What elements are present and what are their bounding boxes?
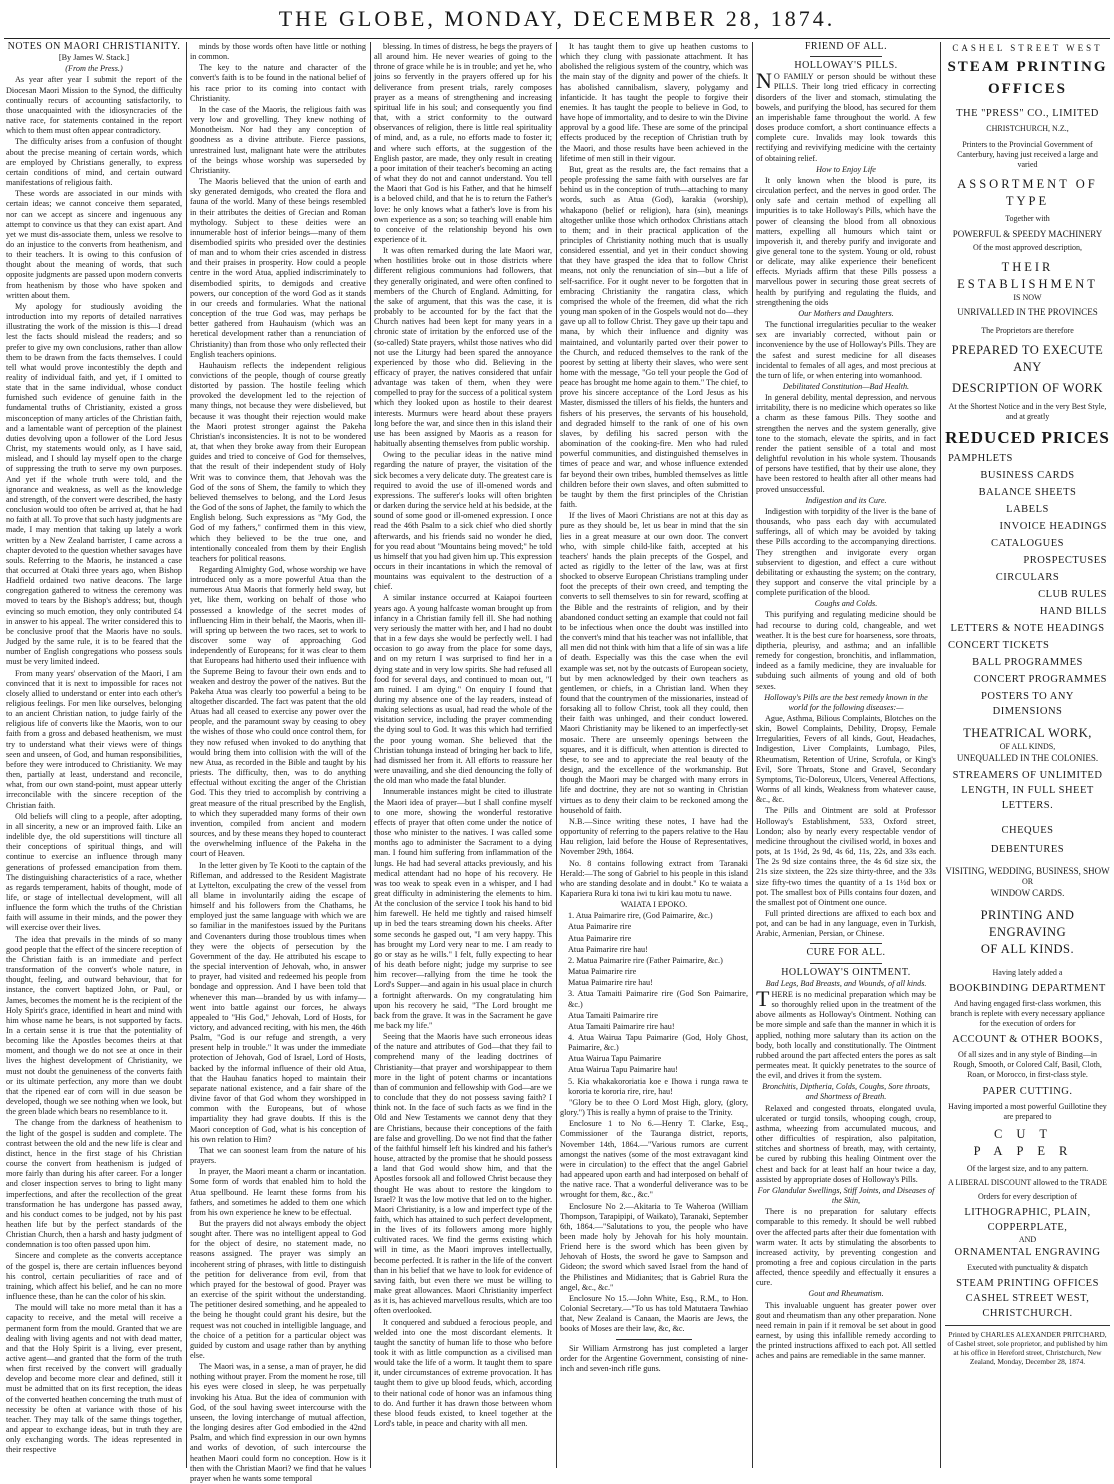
paragraph: No. 8 contains following extract from Taranaki Herald:—The song of Gabriel to his people in this island who are standing desolate and in doubt." Ko te waiata a Kapariera Rura ki tona iwi tu kiri kau motu tu nawe. bbox=[560, 858, 748, 898]
column-maori-christianity-1 bbox=[6, 42, 182, 1468]
ad-christchurch: CHRISTCHURCH. bbox=[982, 1308, 1073, 1319]
paragraph: 4. Atua Wairua Tapu Paimarire (God, Holy Ghost, Paimarire, &c.) bbox=[568, 1033, 748, 1053]
col4-after bbox=[560, 1098, 748, 1335]
column-maori-christianity-3 bbox=[374, 42, 552, 1468]
ad-reduced-prices: REDUCED PRICES bbox=[945, 428, 1110, 447]
paragraph: Matua Paimarire rire bbox=[568, 967, 637, 977]
ad-banner: STEAM PRINTING OFFICES bbox=[947, 59, 1108, 97]
section-heading: Bronchitis, Diptheria, Colds, Coughs, Sore throats, and Shortness of Breath. bbox=[762, 1082, 930, 1102]
ad-item: LABELS bbox=[1006, 504, 1049, 515]
paragraph: But, great as the results are, the fact remains that a people professing the same faith with ourselves are far behind us in the conception of truth—attaching to many words, such as Atua (God), karakia (worship), whakapono (belief or religion), hara (sin), meanings altogether unlike those which orthodox Christians attach to them; and in their practical application of the principles of Christianity nothing much that is usually considered essential, and yet in their conduct showing that they have grasped the idea that to follow Christ means, not only the renunciation of sin—but a life of self-sacrifice. For it ought never to be forgotten that in embracing Christianity the rangatira class, which comprised the whole of the freemen, did what the rich young man spoken of in the Gospels would not do—they gave up all to follow Christ. They gave up their tapu and mana, by which their influence and dignity was maintained, and voluntarily parted over their power to the Church, and reduced themselves to the rank of the poorest by setting at liberty their slaves, who were sent home with the message, "Go tell your people the God of peace has brought me home again to them." The chief, to prove his sincere acceptance of the Lord Jesus as his Master, dismissed the tillers of his fields, the hunters and fishers of his preserves, the servants of his household, and degraded himself to the rank of one of his own slaves, by defiling his sacred person with the abomination of the cooking-fire. Men who had ruled powerful communities, and distinguished themselves in times of peace and war, and whose influence extended far beyond their own tribes, humbled themselves as little children before their own slaves, and often submitted to be taught by them the first principles of the Christian faith. bbox=[560, 164, 748, 510]
poem-lines bbox=[560, 911, 748, 1097]
ad-street: CASHEL STREET WEST bbox=[952, 43, 1103, 53]
section-text: In general debility, mental depression, and nervous irritability, there is no medicine which operates so like a charm as these famous Pills. They soothe and strengthen the nerves and the system generally, give tone to the stomach, elevate the spirits, and in fact render the patient sensible of a total and most delightful revolution in his whole system. Thousands of persons have testified, that by their use alone, they have been restored to health after all other means had proved unsuccessful. bbox=[756, 393, 936, 494]
paragraph: Atua Tamaiti Paimarire rire bbox=[568, 1010, 658, 1020]
pills-sections bbox=[756, 165, 936, 806]
article-byline: [By James W. Stack.] bbox=[58, 53, 130, 63]
paragraph: Enclosure No 2.—Akitaria to Te Waheroa (William Thompson, Tarapipipi, of Waikato), Taranaki, September 6th, 1864.—"Salutations to you, the people who have been made holy by Jehovah for his holy mountain. Friend here is the sword which has been given by Jehovah of Hosts, the sword he gave to Sampson and Gideon; the sword which saved Israel from the hand of the Philistines and Midianites; that is Gabriel Rura the angel, &c., &c." bbox=[560, 1201, 748, 1292]
paragraph: In the case of the Maoris, the religious faith was very low and grovelling. They knew nothing of Monotheism. Nor had they any conception of goodness as a divine attribute. Fierce passions, unrestrained lust, malignant hate were the attributes of the beings whose worship was superseded by Christianity. bbox=[190, 104, 366, 175]
ad-item: CONCERT PROGRAMMES bbox=[973, 674, 1107, 685]
ad-prepared: PREPARED TO EXECUTE ANY bbox=[951, 343, 1104, 374]
column-maori-christianity-2 bbox=[190, 42, 367, 1483]
paragraph: Hauhauism reflects the independent religious convictions of the people, though of course greatly distorted by passion. The hostile feeling which provoked the development led to the rejection of many things, not because they were disbelieved, but because it was thought their rejection would make the Maori protest stronger against the Pakeha Christian's inconsistencies. It is not to be wondered at, that when they broke away from their European guides and tried to conceive of God for themselves, that the result of their independent study of Holy Writ was to convince them, that Jehovah was the God of the sons of Shem, the family to which they believed themselves to belong, and the Lord Jesus the God of the sons of Japhet, the family to which the English belong. Such expressions as "My God, the God of my fathers," confirmed them in this view, which they believed to be the true one, and intentionally concealed from them by their English teachers for political reasons. bbox=[190, 360, 366, 563]
ad-shortest: At the Shortest Notice and in the very Best Style, and at greatly bbox=[948, 402, 1107, 421]
section-text: There is no preparation for salutary effects comparable to this remedy. It should be well rubbed over the affected parts after their due fomentation with warm water. It acts by stimulating the absorbents to increased activity, by preventing congestion and promoting a free and copious circulation in the parts affected, thence speedily and effectually it ensures a cure. bbox=[756, 1207, 936, 1288]
column-divider bbox=[752, 42, 753, 1468]
paragraph: Matua Paimarire rire hau! bbox=[568, 978, 653, 988]
paragraph: Enclosure No 15.—John White, Esq., R.M., to Hon. Colonial Secretary.—"To us has told Matutaera Tawhiao that, New Zealand is Canaan, the Maoris are Jews, the books of Moses are their law, &c, &c. bbox=[560, 1293, 748, 1334]
separator-rule bbox=[810, 963, 882, 964]
paragraph: Atua Paimarire rire hau! bbox=[568, 944, 648, 954]
ad-item: CATALOGUES bbox=[991, 538, 1064, 549]
paragraph: "Glory be to thee O Lord Most High, glory, (glory, glory.") This is really a hymn of praise to the Trinity. bbox=[560, 1097, 748, 1118]
ad-length: LENGTH, IN FULL SHEET bbox=[961, 785, 1094, 796]
ad-assortment: ASSORTMENT OF TYPE bbox=[957, 177, 1098, 208]
masthead: THE GLOBE, MONDAY, DECEMBER 28, 1874. bbox=[278, 6, 836, 31]
paragraph: The change from the darkness of heathenism to the light of the gospel is sudden and complete. The contrast between the old and the new life is clear and distinct, hence in the first stage of his Christian course the convert from heathenism is judged of more fairly than during his after career. For a longer and closer inspection serves to bring to light many imperfections, and after the recollection of the great transformation he has undergone has passed away, and his conduct comes to be judged, not by his past heathen life but by the perfect standards of the Christian Church, then a harsh and hasty judgment of condemnation is too often passed upon him. bbox=[6, 1118, 182, 1250]
paragraph: It has taught them to give up heathen customs to which they clung with passionate attachment. It has abolished the religious system of the country, which was the main stay of the dignity and power of the chiefs. It has abolished cannibalism, slavery, polygamy and infanticide. It has taught the people to forgive their enemies. It has taught the people to believe in God, to have hope of immortality, and to desire to win the Divine approval by a good life. These are some of the principal effects produced by the reception of Christian truth by the Maori, and those results have been achieved in the lifetime of men still in their vigour. bbox=[560, 42, 748, 163]
paragraph: Atua Wairua Tapu Paimarire hau! bbox=[568, 1065, 678, 1075]
ad-item: LETTERS & NOTE HEADINGS bbox=[950, 623, 1105, 634]
paragraph: It conquered and subdued a ferocious people, and welded into one the most discordant elements. It taught the sanctity of human life to those who before took it with as little compunction as a civilised man would take the life of a worm. It taught them to spare it, under circumstances of extreme provocation. It has taught them to give up blood feuds, which, according to their national code of honor was an infamous thing to do. And further it has drawn those between whom these blood feuds existed, to kneel together at the Lord's table, in peace and charity with all men. bbox=[374, 1317, 552, 1429]
paragraph: Regarding Almighty God, whose worship we have introduced only as a more powerful Atua than the numerous Atua Maoris that formerly held sway, but yet, like them, working on behalf of those who possessed a knowledge of the secret modes of influencing Him in their behalf, the Maoris, when ill-will spring up between the two races, set to work to discover some way of approaching God independently of Europeans; for it was clear to them that Europeans had hitherto used their influence with the Supreme Being to favour their own ends and to weaken and destroy the power of the natives. But the Pakeha Atua was clearly too powerful a being to be altogether discarded. The fact was patent that the old Atuas had all ceased to exercise any power over the people, and the paramount sway by ceasing to obey the wishes of those who could once control them, for they now refused when invoked to do anything that would bring them into collision with the will of the new Atua, as recorded in the Bible and taught by his priests. The difficulty, then, was to do anything effectual without exciting the anger of the Christian God. This they tried to accomplish by contriving a great measure of the ritual prescribed by the English, to which they superadded many forms of their own invention, compiled from ancient and modern sources, and by these means they hoped to counteract the overwhelming influence of the Pakeha in the court of Heaven. bbox=[190, 564, 366, 859]
column-maori-christianity-4 bbox=[560, 42, 748, 1468]
paragraph: It was often remarked during the late Maori war, when hostilities broke out in those districts where different religious communions had followers, that they generally originated, and were often confined to members of the Church of England. Admitting, for the sake of argument, that this was the case, it is probably to be accounted for by the fact that the Church natives had been kept for many years in a chronic state of irritation by the enforced use of the (so-called) State prayers, whilst those natives who did not use the Liturgy had been spared the annoyance experienced by those who did. Believing in the efficacy of prayer, the natives considered that unfair advantage was taken of them, when they were compelled to pray for the success of a political system which they looked upon as hostile to their dearest interests. Murmurs were heard about these prayers long before the war, and since then in this island their use has been assigned by Maoris as a reason for habitually absenting themselves from public worship. bbox=[374, 246, 552, 449]
ad-window: WINDOW CARDS. bbox=[990, 888, 1065, 898]
cure-for-all-heading: CURE FOR ALL. bbox=[806, 947, 886, 959]
ad-visiting: VISITING, WEDDING, BUSINESS, SHOW bbox=[945, 866, 1110, 876]
ad-cashel: CASHEL STREET WEST, bbox=[965, 1293, 1090, 1304]
footnote-armstrong: Sir William Armstrong has just completed a larger order for the Argentine Government, consisting of nine-inch and seven-inch rifle guns. bbox=[560, 1343, 748, 1373]
ad-item: INVOICE HEADINGS bbox=[999, 521, 1107, 532]
ad-unrivalled: UNRIVALLED IN THE PROVINCES bbox=[957, 307, 1098, 317]
ad-engaged: And having engaged first-class workmen, this branch is replete with every necessary appliance for the execution of orders for bbox=[950, 999, 1105, 1028]
ad-executed: Executed with punctuality & dispatch bbox=[967, 1263, 1088, 1272]
section-heading: Gout and Rheumatism. bbox=[808, 1289, 884, 1299]
ad-description: DESCRIPTION OF WORK bbox=[952, 381, 1103, 395]
ointment-intro: THERE is no medicinal preparation which may be so thoroughly relied upon in the treatment of the above ailments as Holloway's Ointment. Nothing can be more simple and safe than the manner in which it is applied, nothing more salutary than its action on the body, both locally and constitutionally. The Ointment rubbed around the part affected enters the pores as salt permeates meat. It quickly penetrates to the source of the evil, and drives it from the system. bbox=[756, 985, 936, 1081]
column-divider bbox=[556, 42, 557, 1468]
ad-streamers: STREAMERS OF UNLIMITED bbox=[952, 770, 1103, 781]
paragraph: 5. Kia whakakororiatia koe e Ihowa i runga rawa te kororia te kororia rire, rire, hau! bbox=[568, 1076, 748, 1096]
paragraph: Atua Paimarire rire bbox=[568, 922, 632, 932]
paragraph: But the prayers did not always embody the object sought after. There was no intelligent appeal to God for the object of desire, no statement made, no reasons assigned. The prayer was simply an incoherent string of phrases, with little to distinguish the petition for deliverance from evil, from that which prayed for the bestowal of good. Prayer was an exercise of the spirit without the understanding. The petitioner desired something, and he appealed to the being he thought could grant his desire, but the request was not couched in intelligible language, and the choice of a petition for a particular object was guided by custom and usage rather than by anything else. bbox=[190, 1218, 366, 1360]
paragraph: The difficulty arises from a confusion of thought about the precise meaning of certain words, which are employed by Christians generally, to express certain conditions of mind, and certain outward manifestations of religious faith. bbox=[6, 137, 182, 188]
section-heading: Debilitated Constitution—Bad Health. bbox=[782, 382, 910, 391]
separator-rule bbox=[810, 56, 882, 57]
paragraph: The key to the nature and character of the convert's faith is to be found in the national belief of his race prior to its coming into contact with Christianity. bbox=[190, 63, 366, 103]
column-divider bbox=[370, 42, 371, 1468]
paragraph: Innumerable instances might be cited to illustrate the Maori idea of prayer—but I shall confine myself to one more, showing the wonderful restorative effects of prayer that often come under the notice of those who minister to the natives. I was called some months ago to administer the Sacrament to a dying man. I found him suffering from inflammation of the lungs. He had had several attacks previously, and his medical attendant had no hope of his recovery. He was too weak to speak even in a whisper, and I had great difficulty in administering the elements to him. At the conclusion of the service I took his hand to bid him farewell. He held me tightly and raised himself up in bed the tears streaming down his cheeks. After some seconds he gasped out, "I am very happy. This has brought my Lord very near to me. I am ready to go or stay as he wills." I felt, fully expecting to hear of his death before night; judge my surprise to see him recover—rallying from the time he took the Lord's Supper—and again in his usual place in church a fortnight afterwards. On my congratulating him upon his recovery he said, "The Lord brought me back from the grave. It was in the Sacrament he gave me back my life." bbox=[374, 787, 552, 1030]
ad-largest: Of the largest size, and to any pattern. bbox=[966, 1164, 1089, 1173]
ad-item-list bbox=[945, 451, 1110, 719]
ad-account-books: ACCOUNT & OTHER BOOKS, bbox=[952, 1034, 1103, 1045]
paragraph: N.B.—Since writing these notes, I have had the opportunity of referring to the papers relative to the Hau Hau religion, laid before the House of Representatives, November 29th, 1864. bbox=[560, 816, 748, 857]
paragraph: Seeing that the Maoris have such erroneous ideas of the nature and attributes of God—that they fail to comprehend many of the leading doctrines of Christianity—that prayer and worshipappear to them more in the light of potent charms or incantations than of communion and fellowship with God—are we to conclude that they do not possess saving faith? I think not. In the face of such facts as we find in the Old and New Testaments we cannot deny that they are Christians, because their conceptions of the faith are false and grovelling. Do we not find that the father of the faithful himself left his kindred and his father's house, attracted by the promise that he should possess a land that God would show him, and that the Apostles forsook all and followed Christ because they thought He was about to restore the kingdom to Israel? It was the low motive that led on to the higher. Maori Christianity, is a low and imperfect type of the faith, which has attained to such perfect development, in the lives of its followers among more highly cultivated races. We find the germs existing which will in time, as the Maori improves intellectually, become perfected. It is rather in the life of the convert than in his belief that we have to look for evidence of saving faith, but even there we must be willing to make great allowances. Maori Christianity imperfect as it is, has achieved marvellous results, which are too often overlooked. bbox=[374, 1032, 553, 1316]
paragraph: From many years' observation of the Maori, I am convinced that it is next to impossible for races not closely allied to understand or enter into each other's religious feelings. For men like ourselves, belonging to an ancient Christian nation, to judge fairly of the religious life of converts like the Maoris, won to our faith from a gross and debased heathenism, we must try to understand what their views were of things seen and unseen, of God, and human responsibilities, before they were introduced to Christianity. We may then, partially at least, understand and reconcile, what, from our own stand-point, must appear utterly irreconcilable with the sincere reception of the Christian faith. bbox=[6, 668, 182, 810]
paragraph: Atua Wairua Tapu Paimarire bbox=[568, 1054, 662, 1064]
column-holloway-ads bbox=[756, 42, 936, 1468]
friend-of-all-heading: FRIEND OF ALL. bbox=[804, 41, 888, 52]
col3-body bbox=[374, 42, 552, 1429]
column-divider bbox=[940, 42, 941, 1468]
ad-is-now: IS NOW bbox=[1013, 293, 1042, 302]
ad-approved: Of the most approved description, bbox=[972, 243, 1083, 252]
paragraph: Sincere and complete as the converts acceptance of the gospel is, there are certain influences beyond his control, certain peculiarities of race and of training, which affect his belief, and he can no more influence these, than he can the color of his skin. bbox=[6, 1251, 182, 1302]
paragraph: These words are associated in our minds with certain ideas; we cannot conceive them separated, nor can we accept as sincere and ingenuous any attempt to convince us that they can exist apart. And yet we must dis-associate them, unless we resolve to do an injustice to the converts from heathenism, and to their teachers. It is owing to this confusion of thought about the meaning of words, that such opposite judgments are passed upon modern converts from heathenism by those who have spoken and written about them. bbox=[6, 189, 182, 300]
col4-body bbox=[560, 42, 748, 899]
paragraph: Old beliefs will cling to a people, after adopting, in all sincerity, a new or an improved faith. Like an indelible dye, the old superstitions will tincture all their conceptions of spiritual things, and will continue to exercise an influence through many generations of professed emancipation from them. The distinguishing characteristics of a race, whether as regards temperament, habits of thought, mode of life, or stage of intellectual development, will all influence the form which the truths of the Christian faith will assume in their minds, and the power they will exercise over their lives. bbox=[6, 811, 182, 933]
paragraph: My apology for studiously avoiding the introduction into my reports of detailed narratives illustrating the work of the mission is this—I dread lest the facts should mislead the readers; and so prefer to give my own conclusions, rather than allow them to be drawn from the facts themselves. I could tell what would prove incontestibly the depth and reality of individual faith, and yet, if I omitted to state that in the same individual, whose conduct furnished such evidence of genuine faith in the fundamental truths of Christianity, existed a gross misconception of many articles of the Christian faith, and a lamentable want of perception of the plainest duties devolving upon a follower of the Lord Jesus Christ, my statements would only, as I have said, mislead, and I should lay myself open to the charge of suppressing the truth to serve my own purposes. And yet if the whole truth were told, and the ignorance and weakness, as well as the knowledge and strength, of the convert were described, the hasty conclusion would too often be arrived at, that he had no faith at all. To prove that such hasty judgments are made, I may mention that taking up lately a work written by a New Zealand barrister, I came across a chapter devoted to the question whether savages have souls. Referring to the Maoris, he instanced a case that occurred at Otaki three years ago, when Bishop Hadfield ordained two native deacons. The large congregation gathered to witness the ceremony was moved to tears by the Bishop's address; but, though evincing so much emotion, they only contributed £4 in answer to his appeal. The writer considered this to be conclusive proof that the Maoris have no souls. Judged by the same rule, it is to be feared that the number of English congregations who possess souls must be very limited indeed. bbox=[6, 301, 182, 667]
ad-machinery: POWERFUL & SPEEDY MACHINERY bbox=[952, 229, 1103, 239]
paragraph: In the letter given by Te Kooti to the captain of the Rifleman, and addressed to the Resident Magistrate at Lyttelton, exculpating the crew of the vessel from all blame in involuntarily aiding the escape of himself and his followers from the Chathams, he employed just the same language with which we are so familiar in the manifestoes issued by the Puritans and Covenanters during those troublous times when they were the objects of persecution by the Government of the day. He attributed his escape to the special intervention of Jehovah, who, in answer to prayer, had visited and redeemed his people from bondage and oppression. And I have been told that whenever this man—branded by us with infamy—went into battle against our forces, he always appealed to "His God," Jehovah, Lord of Hosts, for victory, and advanced reciting, with his men, the 46th Psalm, "God is our refuge and strength, a very present help in trouble." It was under the immediate protection of Jehovah, God of Israel, Lord of Hosts, backed by the informal influence of their old Atua, that the Hauhau fanatics hoped to maintain their separate national existence, and a fair share of the divine favor of that God whom they worshipped in common with the Europeans, but of whose impartiality they had grave doubts. If this is the Maori conception of God, what is his conception of his own relation to Him? bbox=[190, 860, 366, 1144]
separator-rule bbox=[810, 943, 882, 944]
section-text: Relaxed and congested throats, elongated uvula, ulcerated or turgid tonsils, whooping cough, croup, asthma, wheezing from accumulated mucous, and other difficulties of respiration, also palpitation, stitches and shortness of breath, may, with certainty, be cured by rubbing this healing Ointment over the chest and back for at least half an hour twice a day, assisted by appropriate doses of Holloway's Pills. bbox=[756, 1103, 936, 1184]
ad-establishment: THEIR ESTABLISHMENT bbox=[957, 260, 1098, 291]
ointment-sections bbox=[756, 1082, 936, 1361]
section-heading: How to Enjoy Life bbox=[816, 164, 876, 174]
paragraph: Owing to the peculiar ideas in the native mind regarding the nature of prayer, the visitation of the sick becomes a very delicate duty. The greatest care is required to avoid the use of ill-omened words and expressions. The sufferer's looks will often brighten or darken during the service held at his bedside, at the sound of some good or ill-omened expression. I once read the 46th Psalm to a sick chief who died shortly afterwards, and his friends said no wonder he died, for you read about "Mountains being moved;" he told us himself that you had given him up. This expression occurs in their incantations in which the removal of mountains was equivalent to the destruction of a chief. bbox=[374, 450, 552, 592]
ad-item: POSTERS TO ANY DIMENSIONS bbox=[981, 691, 1074, 717]
paragraph: The idea that prevails in the minds of so many good people that the effect of the sincere reception of the Christian faith is an immediate and perfect transformation of the convert's whole nature, in thought, feeling, and outward behaviour, that for instance, the convert baptized John, or Paul, or James, becomes the moment he is the recipient of the Holy Spirit's grace, identified in heart and mind with him whose name he bears, is not supported by facts. In a certain sense it is true that the potentiality of becoming like the Apostles becomes theirs at that moment, and though we do not see at once in their lives the highest development of Christianity, we must not doubt the genuineness of the converts faith or its ultimate perfection, any more than we doubt that the ripened ear of corn will in due season be developed, though we see nothing when we look, but the green blade which bears no resemblance to it. bbox=[6, 934, 182, 1117]
article-title: NOTES ON MAORI CHRISTIANITY. bbox=[7, 41, 181, 52]
paragraph: If the lives of Maori Christians are not at this day as pure as they should be, let us bear in mind that the sin lies in a great measure at our own door. The convert who, with simple child-like faith, accepted at his teachers' hands the plain precepts of the Gospel, and acted as rigidly to the letter of the law, was at first shocked to observe European Christians trampling under foot the precepts of their own creed, and tempting the converts to sell themselves to sin for reward, scoffing at the Bible and the restraints of religion, and by their abandoned conduct setting an example that could not fail to be infectious when once the doubt was instilled into the convert's mind that his teacher was not infallible, that all men did not think with him that a life of sin was a life of death. Especially was this the case when the evil example was set, not by the outcasts of European society, but by men acknowledged by their own teachers as gentlemen, or chiefs, in a Christian land. When they found that the countrymen of the missionaries, instead of forsaking all to follow Christ, took all they could, then their faith was unhinged, and their conduct lowered. Maori Christianity may be likened to an imperfectly-set mosaic. There are unseemly openings between the squares, and it is difficult, when attention is directed to these, to see and to appreciate the real beauty of the design, and the excellence of the workmanship. But though the Maori may be charged with many errors in life and doctrine, they are not so wanting in Christian virtues as to deny their claim to be reckoned among the household of faith. bbox=[560, 511, 748, 815]
ad-item: PROSPECTUSES bbox=[1023, 555, 1107, 566]
ad-guillotine: Having imported a most powerful Guillotine they are prepared to bbox=[948, 1102, 1107, 1121]
ad-item: CIRCULARS bbox=[995, 572, 1060, 583]
ad-proprietors: The Proprietors are therefore bbox=[981, 326, 1074, 335]
ad-bookbinding: BOOKBINDING DEPARTMENT bbox=[949, 983, 1106, 994]
section-heading: For Glandular Swellings, Stiff Joints, and Diseases of the Skin, bbox=[757, 1185, 935, 1206]
ad-lithographic: LITHOGRAPHIC, PLAIN, bbox=[964, 1207, 1091, 1218]
ad-printing-engraving: PRINTING AND ENGRAVING bbox=[980, 908, 1075, 939]
col1-body bbox=[6, 75, 182, 1455]
section-heading: Holloway's Pills are the best remedy known in the world for the following diseases:— bbox=[764, 692, 928, 712]
paragraph: blessing. In times of distress, he begs the prayers of all around him. He never wearies of going to the throne of grace while he is in trouble; and yet he, who joins so fervently in the prayers offered up for his deliverance from present trials, rarely composes prayer as a means of strengthening and increasing spiritual life in his soul; and consequently you find that, with a strict conformity to the outward observances of religion, there is little real spirituality of mind, and, as a rule, no efforts made to foster it; and where such efforts, at the suggestion of the English pastor, are made, they only result in creating a poor imitation of their teacher's becoming an acting of what they do not and cannot understand. You tell the Maori that God is his Father, and that he himself is a beloved child, and that he is to return the Father's love: he only knows what a father's love is from his own experience as a son; so teaching will enable him to conceive of the relationship beyond his own experience of it. bbox=[374, 42, 552, 244]
ointment-subheading: Bad Legs, Bad Breasts, and Wounds, of all kinds. bbox=[765, 978, 927, 988]
ad-lately: Having lately added a bbox=[992, 968, 1063, 977]
ad-cheques: CHEQUES bbox=[1001, 825, 1054, 836]
ad-printers: Printers to the Provincial Government of Canterbury, having just received a large and varied bbox=[957, 140, 1098, 169]
paragraph: The mould will take no more metal than it has a capacity to receive, and the metal will receive a permanent form from the mould. Granted that we are dealing with living agents and not with dead matter, and that the Holy Spirit is a living, ever present, active agent—and granted that the form of the truth when first received by the convert will gradually develop and become more clear and defined, still it must be admitted that on its first reception, the ideas of the converted heathen concerning the truth must of necessity be often at variance with those of his teacher. They may talk of the same things together, and appear to exchange ideas, but in truth they are only exchanging words. The ideas represented in their respective bbox=[6, 1303, 182, 1455]
ad-paper-cutting: PAPER CUTTING. bbox=[982, 1086, 1073, 1097]
paragraph: In prayer, the Maori meant a charm or incantation. Some form of words that enabled him to hold the Atua spellbound. He learnt these forms from his fathers, and sometimes he added to them one which from his own experience he knew to be effectual. bbox=[190, 1167, 366, 1217]
masthead-rule bbox=[4, 38, 1110, 39]
ad-of-all-kinds: OF ALL KINDS, bbox=[999, 742, 1056, 751]
paragraph: The Maori was, in a sense, a man of prayer, he did nothing without prayer. From the moment he rose, till his eyes were closed in sleep, he was perpetually invoking his Atua. But the idea of communion with God, of the soul having sweet intercourse with the unseen, the loving interchange of mutual affection, the longing desires after God embodied in the 42nd Psalm, and which find expression in our own hymns and works of devotion, of such intercourse the heathen Maori could form no conception. How is it then with the Christian Maori? we find that he values prayer when he wants some temporal bbox=[190, 1362, 367, 1483]
ad-discount: A LIBERAL DISCOUNT allowed to the TRADE bbox=[948, 1178, 1107, 1187]
ad-and: AND bbox=[1018, 1235, 1037, 1244]
pills-intro: NO FAMILY or person should be without these PILLS. Their long tried efficacy in correcting disorders of the liver and stomach, stimulating the bowels, and purifying the blood, has secured for them an imperishable fame throughout the world. A few doses produce comfort, a short continuance effects a complete cure. Invalids may look towards this rectifying and revivifying medicine with the certainty of obtaining relief. bbox=[756, 68, 936, 163]
ad-orders: Orders for every description of bbox=[977, 1192, 1078, 1201]
ointment-heading: HOLLOWAY'S OINTMENT. bbox=[781, 966, 911, 978]
section-heading: Coughs and Colds. bbox=[814, 599, 878, 609]
ad-copperplate: COPPERPLATE, bbox=[987, 1222, 1068, 1233]
paragraph: That we can soonest learn from the nature of his prayers. bbox=[190, 1145, 366, 1166]
ad-item: BUSINESS CARDS bbox=[980, 470, 1075, 481]
pills-sold: The Pills and Ointment are sold at Professor Holloway's Establishment, 533, Oxford street, London; also by nearly every respectable vendor of medicine throughout the civilised world, in boxes and pots, at 1s 1½d, 2s 9d, 4s 6d, 11s, 22s, and 33s each. The 2s 9d size contains three, the 4s 6d size six, the 21s size sixteen, the 22s size thirty-three, and the 33s size fifty-two times the quantity of a 1s 1½d box or pot. The smallest box of Pills contains four dozen, and the smallest pot of Ointment one ounce. bbox=[756, 806, 936, 907]
ad-item: BALL PROGRAMMES bbox=[972, 657, 1083, 668]
separator-rule bbox=[616, 1339, 691, 1340]
ad-imprint: Printed by CHARLES ALEXANDER PRITCHARD, of Cashel street, sole proprietor, and published by him at his office in Hereford street, Christchurch, New Zealand, Monday, December 28, 1874. bbox=[947, 1330, 1108, 1366]
paragraph: Enclosure 1 to No 6.—Henry T. Clarke, Esq., Commissioner of the Tauranga district, reports, November 14th, 1864.—"Various rumors are current amongst the natives (some of the most extravagant kind were in circulation) to the effect that the angel Gabriel had appeared upon earth and had interposed on behalf of the native race. That a wonderful deliverance was to be wrought for them, &c., &c." bbox=[560, 1119, 748, 1200]
ad-city: CHRISTCHURCH, N.Z., bbox=[986, 124, 1069, 133]
col2-body bbox=[190, 42, 366, 1484]
press-printing-advertisement bbox=[945, 42, 1110, 1472]
paragraph: Atua Tamaiti Paimarire rire hau! bbox=[568, 1021, 675, 1031]
ad-item: HAND BILLS bbox=[1039, 606, 1107, 617]
ad-together: Together with bbox=[1005, 214, 1050, 223]
ad-of-all: OF ALL KINDS. bbox=[980, 942, 1075, 956]
ad-steam-offices: STEAM PRINTING OFFICES bbox=[956, 1278, 1099, 1289]
paragraph: A similar instance occurred at Kaiapoi fourteen years ago. A young halfcaste woman brought up from infancy in a Christian family fell ill. She had nothing very seriously the matter with her, and I had no doubt that in a few days she would be perfectly well. I had occasion to go away from the place for some days, and on my return I was surprised to find her in a dying state and in very low spirits. She had refused all food for several days, and continued to moan out, "I am ruined. I am dying." On enquiry I found that during my absence one of the lay readers, instead of making selections as usual, had read the whole of the visitation service, including the prayer commending the dying soul to God. It was this which had terrified the poor young woman. She believed that the Christian tohunga instead of bringing her back to life, had dismissed her from it. All efforts to reassure her were unavailing, and she died denouncing the folly of the old man who made the fatal blunder. bbox=[374, 593, 552, 786]
ad-letters: LETTERS. bbox=[1001, 800, 1054, 811]
ad-item: PAMPHLETS bbox=[948, 453, 1013, 464]
ad-item: CONCERT TICKETS bbox=[948, 640, 1050, 651]
ad-cut-paper: CUT PAPER bbox=[973, 1127, 1082, 1158]
column-divider bbox=[186, 42, 187, 1468]
paragraph: Atua Paimarire rire bbox=[568, 933, 632, 943]
paragraph: 1. Atua Paimarire rire, (God Paimarire, &c.) bbox=[568, 911, 713, 921]
ad-company: THE "PRESS" CO., LIMITED bbox=[956, 108, 1099, 119]
ad-or: OR bbox=[1021, 877, 1034, 886]
paragraph: 3. Atua Tamaiti Paimarire rire (God Son Paimarire, &c.) bbox=[568, 989, 748, 1009]
pills-directions: Full printed directions are affixed to each box and pot, and can be had in any language, even in Turkish, Arabic, Armenian, Persian, or Chinese. bbox=[756, 908, 936, 939]
ad-theatrical: THEATRICAL WORK, bbox=[963, 726, 1092, 740]
section-heading: Indigestion and its Cure. bbox=[805, 495, 887, 505]
poem-title: WAIATA I EPOKO. bbox=[620, 900, 688, 910]
paragraph: minds by those words often have little or nothing in common. bbox=[190, 42, 366, 62]
section-text: Indigestion with torpidity of the liver is the bane of thousands, who pass each day with accumulated sufferings, all of which may be avoided by taking these Pills according to the accompanying directions. They strengthen and invigorate every organ subservient to digestion, and effect a cure without debilitating or exhausting the system; on the contrary, they support and conserve the vital principle by a complete purification of the blood. bbox=[756, 506, 936, 598]
section-heading: Our Mothers and Daughters. bbox=[798, 308, 894, 318]
ad-item: CLUB RULES bbox=[1038, 589, 1107, 600]
ad-debentures: DEBENTURES bbox=[990, 844, 1065, 855]
section-text: The functional irregularities peculiar to the weaker sex are invariably corrected, without pain or inconvenience by the use of Holloway's Pills. They are the safest and surest medicine for all diseases incidental to females of all ages, and most precious at the turn of life, or when entering into womanhood. bbox=[756, 320, 936, 380]
paragraph: As year after year I submit the report of the Diocesan Maori Mission to the Synod, the difficulty continually recurs of accounting satisfactorily, to those unacquainted with the idiosyncracies of the native race, for statements contained in the report which to them must often appear contradictory. bbox=[6, 75, 182, 136]
paragraph: 2. Matua Paimarire rire (Father Paimarire, &c.) bbox=[568, 955, 723, 965]
paragraph: The Maoris believed that the union of earth and sky generated demigods, who created the flora and fauna of the world. Many of these beings resembled in their attributes the deities of Grecian and Roman mythology. Subject to these deities were an innumerable host of inferior beings—many of them disembodied spirits who presided over the destinies of man and to whom their cries ascended in distress and their praises in prosperity. How could a people centre in the word Atua, applied indiscriminately to disembodied spirits, to demigods and creative powers, our conception of the word God as it stands in our creeds and formularies. What the national conception of the true God was, may perhaps be better gathered from Hauhauism (which was an heretical development rather than a renunciation of Christianity) than from those who only reflected their English teachers opinions. bbox=[190, 177, 366, 359]
article-source: (From the Press.) bbox=[65, 64, 123, 74]
section-text: This purifying and regulating medicine should be had recourse to during cold, changeable, and wet weather. It is the best cure for hoarseness, sore throats, diptheria, pleurisy, and asthma; and an infallible remedy for congestion, bronchitis, and inflammation, indeed as a family medicine, they are invaluable for subduing such ailments of young and old of both sexes. bbox=[756, 610, 936, 691]
ad-unequalled: UNEQUALLED IN THE COLONIES. bbox=[956, 753, 1099, 763]
ad-item: BALANCE SHEETS bbox=[978, 487, 1077, 498]
section-text: It only known when the blood is pure, its circulation perfect, and the nerves in good order. The only safe and certain method of expelling all impurities is to take Holloway's Pills, which have the power of cleansing the blood from all obnoxious matters, expelling all humours which taint or impoverish it, and thereby purify and invigorate and give general tone to the system. Young or old, robust or delicate, may alike experience their beneficent effects. Myriads affirm that these Pills possess a marvellous power in securing those great secrets of health by purifying and regulating the fluids, and strengthening the oids bbox=[756, 175, 936, 307]
ad-ornamental: ORNAMENTAL ENGRAVING bbox=[954, 1247, 1101, 1258]
pills-heading: HOLLOWAY'S PILLS. bbox=[794, 60, 898, 72]
section-text: This invaluable unguent has greater power over gout and rheumatism than any other preparation. None need remain in pain if it removal be set about in good earnest, by using this infallible remedy according to the printed instructions affixed to each pot. All settled aches and pains are remediable in the same manner. bbox=[756, 1300, 936, 1361]
section-text: Ague, Asthma, Bilious Complaints, Blotches on the skin, Bowel Complaints, Debility, Dropsy, Female Irregularities, Fevers of all kinds, Gout, Headaches, Indigestion, Liver Complaints, Lumbago, Piles, Rheumatism, Retention of Urine, Scrofula, or King's Evil, Sore Throats, Stone and Gravel, Secondary Symptoms, Tic-Doloreux, Ulcers, Venereal Affections, Worms of all kinds, Weakness from whatever cause, &c., &c. bbox=[756, 714, 936, 805]
ad-sizes: Of all sizes and in any style of Binding—in Rough, Smooth, or Colored Calf, Basil, Cloth, Roan, or Morocco, in first-class style. bbox=[953, 1050, 1102, 1079]
